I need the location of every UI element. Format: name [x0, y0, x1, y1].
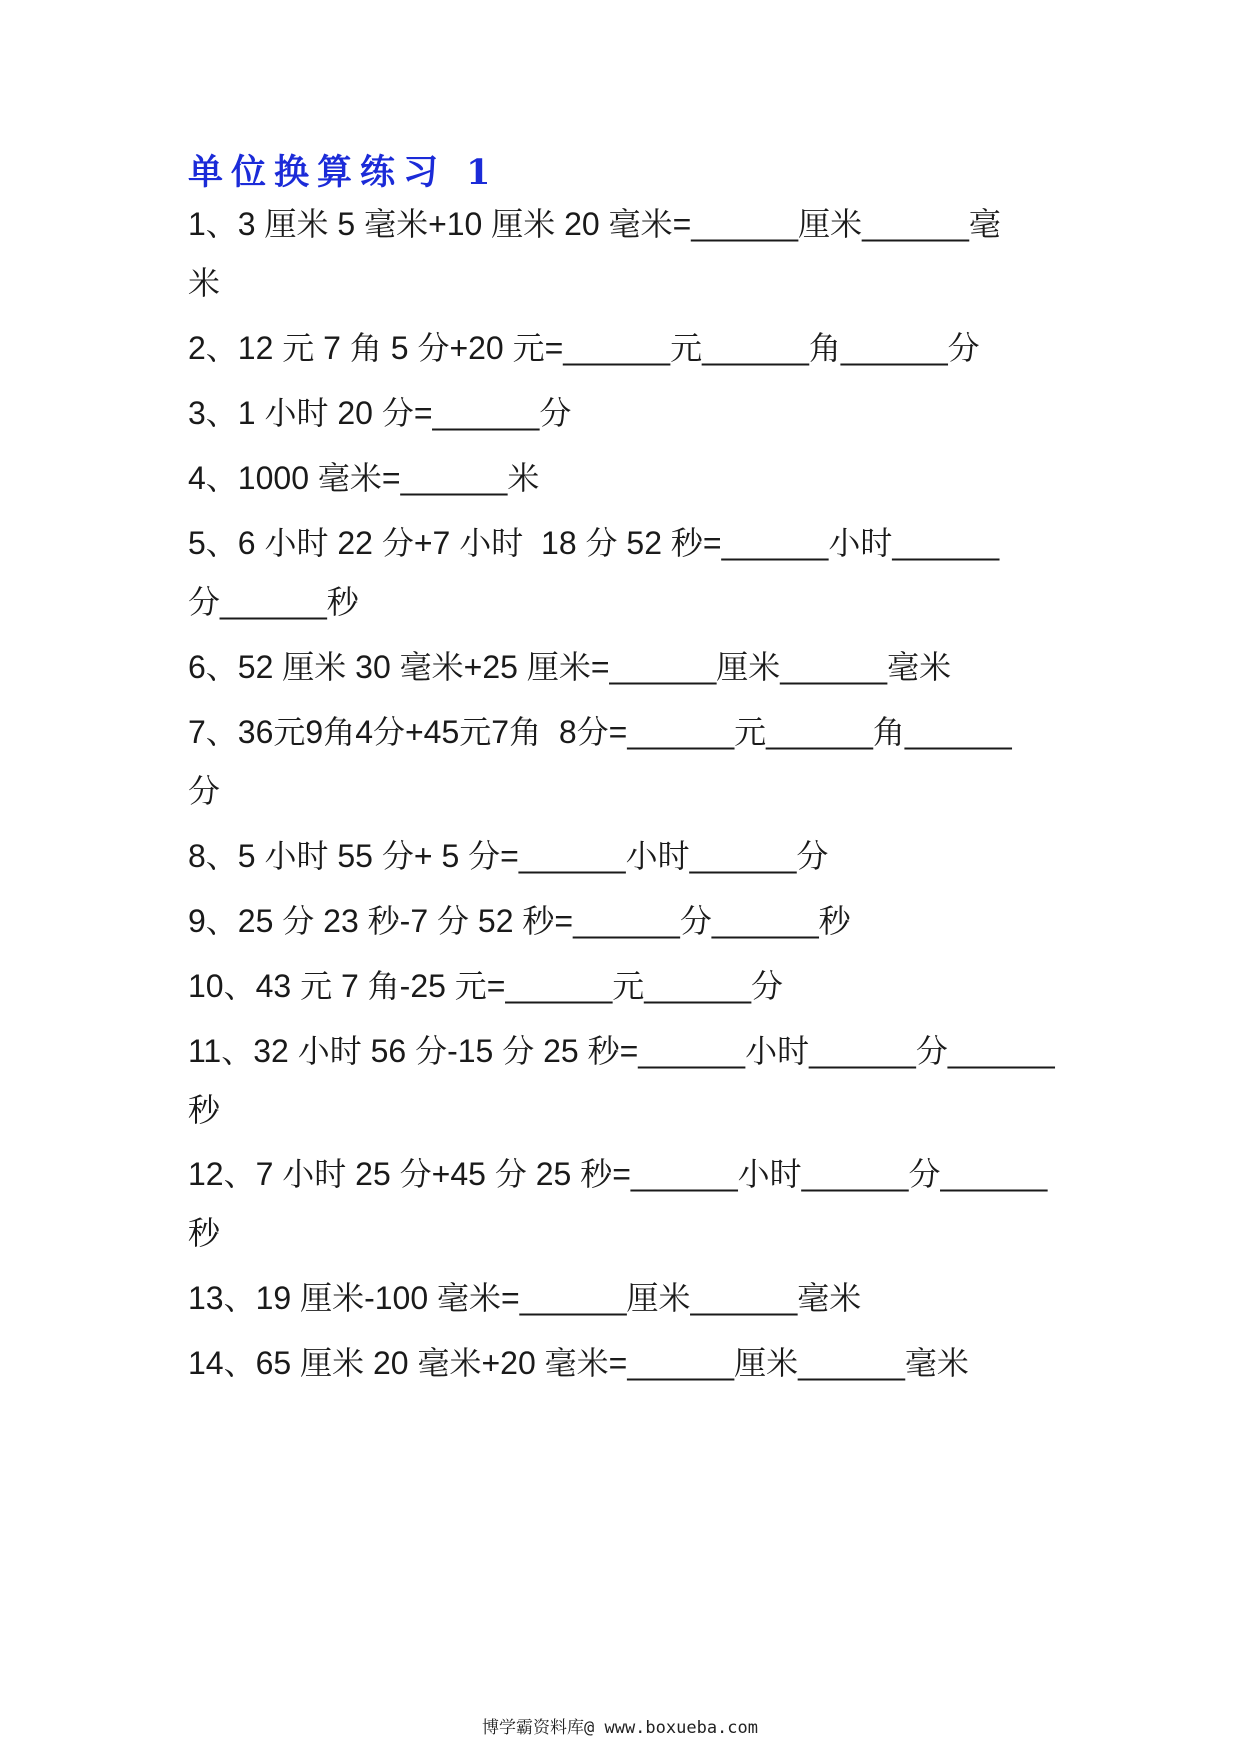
question-line: 3、1 小时 20 分=______分 [188, 395, 572, 431]
question-line: 6、52 厘米 30 毫米+25 厘米=______厘米______毫米 [188, 649, 952, 685]
question-line: 秒 [188, 1215, 221, 1251]
question-line: 8、5 小时 55 分+ 5 分=______小时______分 [188, 838, 829, 874]
question-line: 米 [188, 265, 221, 301]
question-line: 12、7 小时 25 分+45 分 25 秒=______小时______分______ [188, 1156, 1048, 1192]
question-line: 7、36元9角4分+45元7角 8分=______元______角______ [188, 714, 1012, 750]
question-line: 秒 [188, 1092, 221, 1128]
question-line: 5、6 小时 22 分+7 小时 18 分 52 秒=______小时______ [188, 525, 1000, 561]
question-line: 1、3 厘米 5 毫米+10 厘米 20 毫米=______厘米______毫 [188, 206, 1001, 242]
question-line: 2、12 元 7 角 5 分+20 元=______元______角______分 [188, 330, 980, 366]
footer-watermark: 博学霸资料库@ www.boxueba.com [482, 1718, 758, 1738]
question-line: 分______秒 [188, 584, 359, 620]
page-title: 单位换算练习 1 [188, 152, 499, 193]
question-line: 10、43 元 7 角-25 元=______元______分 [188, 968, 784, 1004]
question-line: 13、19 厘米-100 毫米=______厘米______毫米 [188, 1280, 862, 1316]
question-line: 4、1000 毫米=______米 [188, 460, 540, 496]
question-line: 分 [188, 773, 221, 809]
question-line: 9、25 分 23 秒-7 分 52 秒=______分______秒 [188, 903, 851, 939]
question-line: 11、32 小时 56 分-15 分 25 秒=______小时______分______ [188, 1033, 1055, 1069]
question-line: 14、65 厘米 20 毫米+20 毫米=______厘米______毫米 [188, 1345, 969, 1381]
